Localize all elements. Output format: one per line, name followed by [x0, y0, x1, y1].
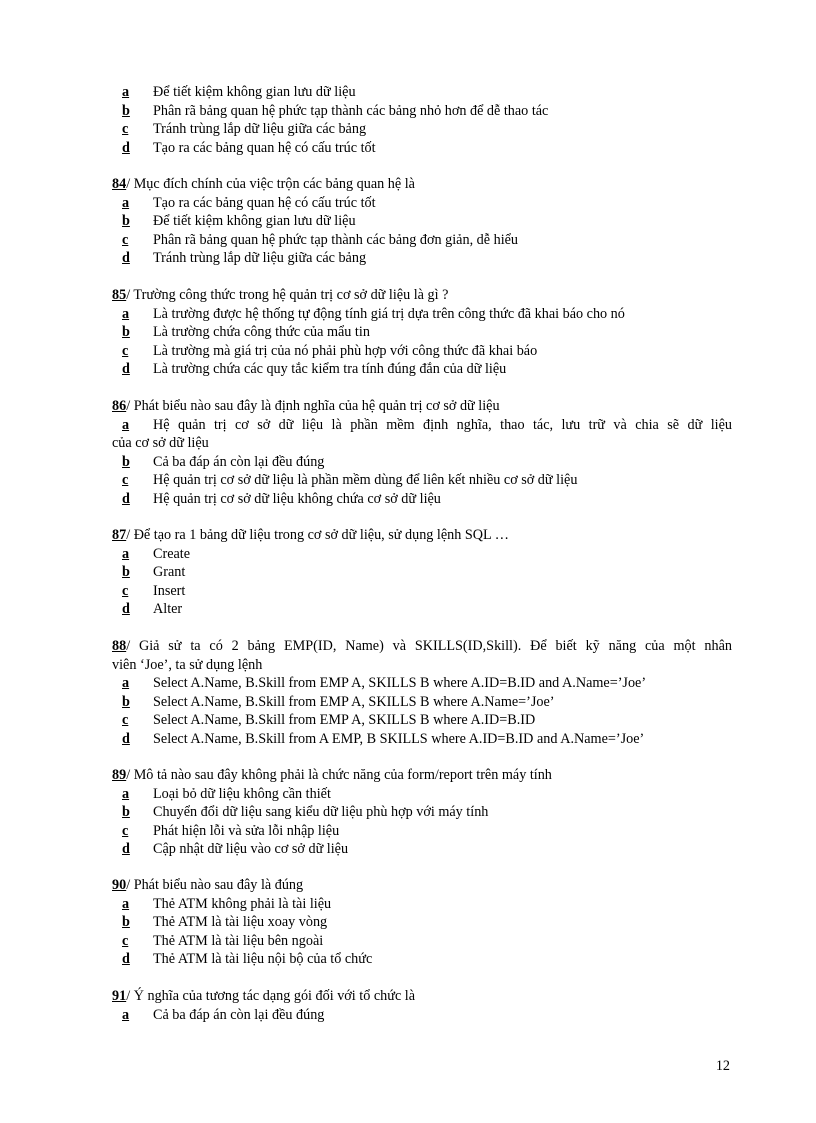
question-stem	[112, 766, 732, 785]
option-letter: a	[122, 545, 130, 562]
option-d[interactable]	[112, 730, 732, 749]
question-sep: /	[126, 638, 131, 654]
option-letter: d	[122, 139, 130, 156]
question-number: 85	[112, 287, 127, 303]
question-91	[112, 987, 732, 1024]
option-b[interactable]	[112, 102, 732, 121]
option-text: Tránh trùng lắp dữ liệu giữa các bảng	[153, 250, 367, 266]
option-a[interactable]	[112, 785, 732, 804]
option-text: Grant	[153, 564, 186, 580]
option-a[interactable]	[112, 305, 732, 324]
option-letter: b	[122, 693, 130, 710]
option-text: Để tiết kiệm không gian lưu dữ liệu	[153, 213, 356, 229]
option-c[interactable]	[112, 342, 732, 361]
option-letter: d	[122, 841, 130, 857]
option-letter: a	[122, 194, 130, 211]
option-text: Là trường chứa công thức của mẩu tin	[153, 324, 370, 340]
option-letter: c	[122, 121, 129, 137]
question-sep: /	[126, 988, 131, 1004]
option-text: Hệ quản trị cơ sở dữ liệu là phần mềm định nghĩa, thao tác, lưu trữ và chia sẽ dữ liệu	[153, 416, 732, 433]
option-b[interactable]	[112, 323, 732, 342]
option-d[interactable]	[112, 360, 732, 379]
option-letter: a	[122, 84, 130, 100]
option-b[interactable]	[112, 212, 732, 231]
question-stem	[112, 397, 732, 416]
option-text: Chuyển đổi dữ liệu sang kiểu dữ liệu phù hợp với máy tính	[153, 804, 489, 820]
option-text: Hệ quản trị cơ sở dữ liệu không chứa cơ sở dữ liệu	[153, 490, 441, 507]
option-c[interactable]	[112, 582, 732, 601]
question-83-options	[112, 83, 732, 157]
option-c[interactable]	[112, 471, 732, 490]
question-text: Ý nghĩa của tương tác dạng gói đối với tổ chức là	[130, 988, 416, 1004]
question-number: 84	[112, 176, 127, 192]
question-number: 86	[112, 398, 127, 414]
option-letter: d	[122, 730, 130, 747]
option-text: Thẻ ATM không phải là tài liệu	[153, 895, 332, 912]
question-number: 91	[112, 988, 127, 1004]
question-text: Giả sử ta có 2 bảng EMP(ID, Name) và SKILLS(ID,Skill). Để biết kỹ năng của một nhân	[130, 638, 732, 654]
option-c[interactable]	[112, 120, 732, 139]
question-86	[112, 397, 732, 508]
question-text: Mô tả nào sau đây không phải là chức năng của form/report trên máy tính	[130, 767, 552, 783]
option-d[interactable]	[112, 249, 732, 268]
option-c[interactable]	[112, 822, 732, 841]
option-c[interactable]	[112, 932, 732, 951]
option-letter: c	[122, 822, 129, 839]
option-c[interactable]	[112, 711, 732, 730]
question-stem	[112, 876, 732, 895]
question-stem-continuation: viên ‘Joe’, ta sử dụng lệnh	[112, 656, 263, 673]
option-b[interactable]	[112, 913, 732, 932]
option-letter: d	[122, 601, 130, 617]
question-sep: /	[126, 398, 131, 414]
option-letter: c	[122, 712, 129, 728]
option-text: Tạo ra các bảng quan hệ có cấu trúc tốt	[153, 139, 376, 156]
option-a[interactable]	[112, 83, 732, 102]
option-a-continuation: của cơ sở dữ liệu	[112, 435, 209, 451]
option-letter: c	[122, 932, 129, 949]
option-letter: c	[122, 231, 129, 248]
option-text: Select A.Name, B.Skill from EMP A, SKILLS B where A.Name=’Joe’	[153, 693, 555, 710]
option-letter: a	[122, 1006, 130, 1023]
option-text: Phát hiện lỗi và sửa lỗi nhập liệu	[153, 822, 340, 839]
question-text: Để tạo ra 1 bảng dữ liệu trong cơ sở dữ liệu, sử dụng lệnh SQL …	[130, 527, 509, 543]
option-d[interactable]	[112, 490, 732, 509]
option-text: Là trường chứa các quy tắc kiểm tra tính đúng đắn của dữ liệu	[153, 361, 507, 377]
option-b[interactable]	[112, 803, 732, 822]
question-84	[112, 175, 732, 268]
option-text: Insert	[153, 582, 186, 599]
question-stem	[112, 526, 732, 545]
question-number: 89	[112, 767, 127, 783]
option-text: Thẻ ATM là tài liệu xoay vòng	[153, 914, 328, 930]
option-c[interactable]	[112, 231, 732, 250]
option-text: Loại bỏ dữ liệu không cần thiết	[153, 785, 331, 802]
option-letter: a	[122, 416, 130, 433]
option-text: Tránh trùng lắp dữ liệu giữa các bảng	[153, 121, 367, 137]
option-letter: c	[122, 342, 129, 359]
option-a[interactable]	[112, 895, 732, 914]
option-text: Hệ quản trị cơ sở dữ liệu là phần mềm dùng để liên kết nhiều cơ sở dữ liệu	[153, 472, 578, 488]
question-89	[112, 766, 732, 859]
question-85	[112, 286, 732, 379]
question-stem	[112, 286, 732, 305]
option-a[interactable]	[112, 416, 732, 435]
question-number: 90	[112, 877, 127, 893]
option-text: Create	[153, 545, 191, 562]
question-sep: /	[126, 767, 131, 783]
option-text: Select A.Name, B.Skill from EMP A, SKILLS B where A.ID=B.ID	[153, 712, 536, 728]
question-stem	[112, 175, 732, 194]
option-text: Thẻ ATM là tài liệu bên ngoài	[153, 932, 324, 949]
option-a[interactable]	[112, 194, 732, 213]
option-a[interactable]	[112, 674, 732, 693]
option-letter: c	[122, 582, 129, 599]
option-b[interactable]	[112, 693, 732, 712]
option-a[interactable]	[112, 545, 732, 564]
question-stem	[112, 637, 732, 656]
option-letter: d	[122, 250, 130, 266]
option-text: Để tiết kiệm không gian lưu dữ liệu	[153, 84, 356, 100]
option-text: Alter	[153, 601, 183, 617]
option-text: Cập nhật dữ liệu vào cơ sở dữ liệu	[153, 841, 349, 857]
option-d[interactable]	[112, 950, 732, 969]
option-letter: d	[122, 490, 130, 507]
option-letter: a	[122, 305, 130, 322]
option-text: Thẻ ATM là tài liệu nội bộ của tổ chức	[153, 951, 373, 967]
option-letter: b	[122, 453, 130, 470]
option-letter: b	[122, 213, 130, 229]
option-d[interactable]	[112, 139, 732, 158]
option-letter: c	[122, 472, 129, 488]
option-letter: b	[122, 324, 130, 340]
question-text: Trường công thức trong hệ quản trị cơ sở dữ liệu là gì ?	[130, 287, 449, 303]
question-number: 87	[112, 527, 127, 543]
question-87	[112, 526, 732, 619]
option-text: Là trường mà giá trị của nó phải phù hợp với công thức đã khai báo	[153, 342, 538, 359]
question-stem	[112, 987, 732, 1006]
question-sep: /	[126, 176, 131, 192]
option-text: Select A.Name, B.Skill from A EMP, B SKILLS where A.ID=B.ID and A.Name=’Joe’	[153, 730, 645, 747]
question-sep: /	[126, 877, 131, 893]
question-88	[112, 637, 732, 748]
option-letter: a	[122, 675, 130, 691]
question-text: Phát biểu nào sau đây là định nghĩa của hệ quản trị cơ sở dữ liệu	[130, 398, 500, 414]
question-sep: /	[126, 527, 131, 543]
option-letter: d	[122, 951, 130, 967]
question-90	[112, 876, 732, 969]
question-text: Phát biểu nào sau đây là đúng	[130, 877, 304, 893]
option-text: Cả ba đáp án còn lại đều đúng	[153, 1006, 325, 1023]
option-d[interactable]	[112, 600, 732, 619]
option-letter: a	[122, 895, 130, 912]
option-letter: b	[122, 564, 130, 580]
option-letter: b	[122, 804, 130, 820]
option-text: Select A.Name, B.Skill from EMP A, SKILLS B where A.ID=B.ID and A.Name=’Joe’	[153, 675, 647, 691]
option-text: Là trường được hệ thống tự động tính giá trị dựa trên công thức đã khai báo cho nó	[153, 305, 625, 322]
option-letter: b	[122, 102, 130, 119]
question-number: 88	[112, 638, 127, 654]
option-letter: b	[122, 914, 130, 930]
option-letter: d	[122, 361, 130, 377]
option-text: Phân rã bảng quan hệ phức tạp thành các bảng nhỏ hơn để dễ thao tác	[153, 102, 549, 119]
option-text: Tạo ra các bảng quan hệ có cấu trúc tốt	[153, 194, 376, 211]
option-text: Phân rã bảng quan hệ phức tạp thành các bảng đơn giản, dễ hiểu	[153, 231, 519, 248]
option-a[interactable]	[112, 1006, 732, 1025]
option-b[interactable]	[112, 563, 732, 582]
page-number: 12	[715, 1058, 730, 1074]
option-d[interactable]	[112, 840, 732, 859]
option-b[interactable]	[112, 453, 732, 472]
option-letter: a	[122, 785, 130, 802]
question-text: Mục đích chính của việc trộn các bảng quan hệ là	[130, 176, 415, 192]
option-text: Cả ba đáp án còn lại đều đúng	[153, 453, 325, 470]
question-sep: /	[126, 287, 131, 303]
